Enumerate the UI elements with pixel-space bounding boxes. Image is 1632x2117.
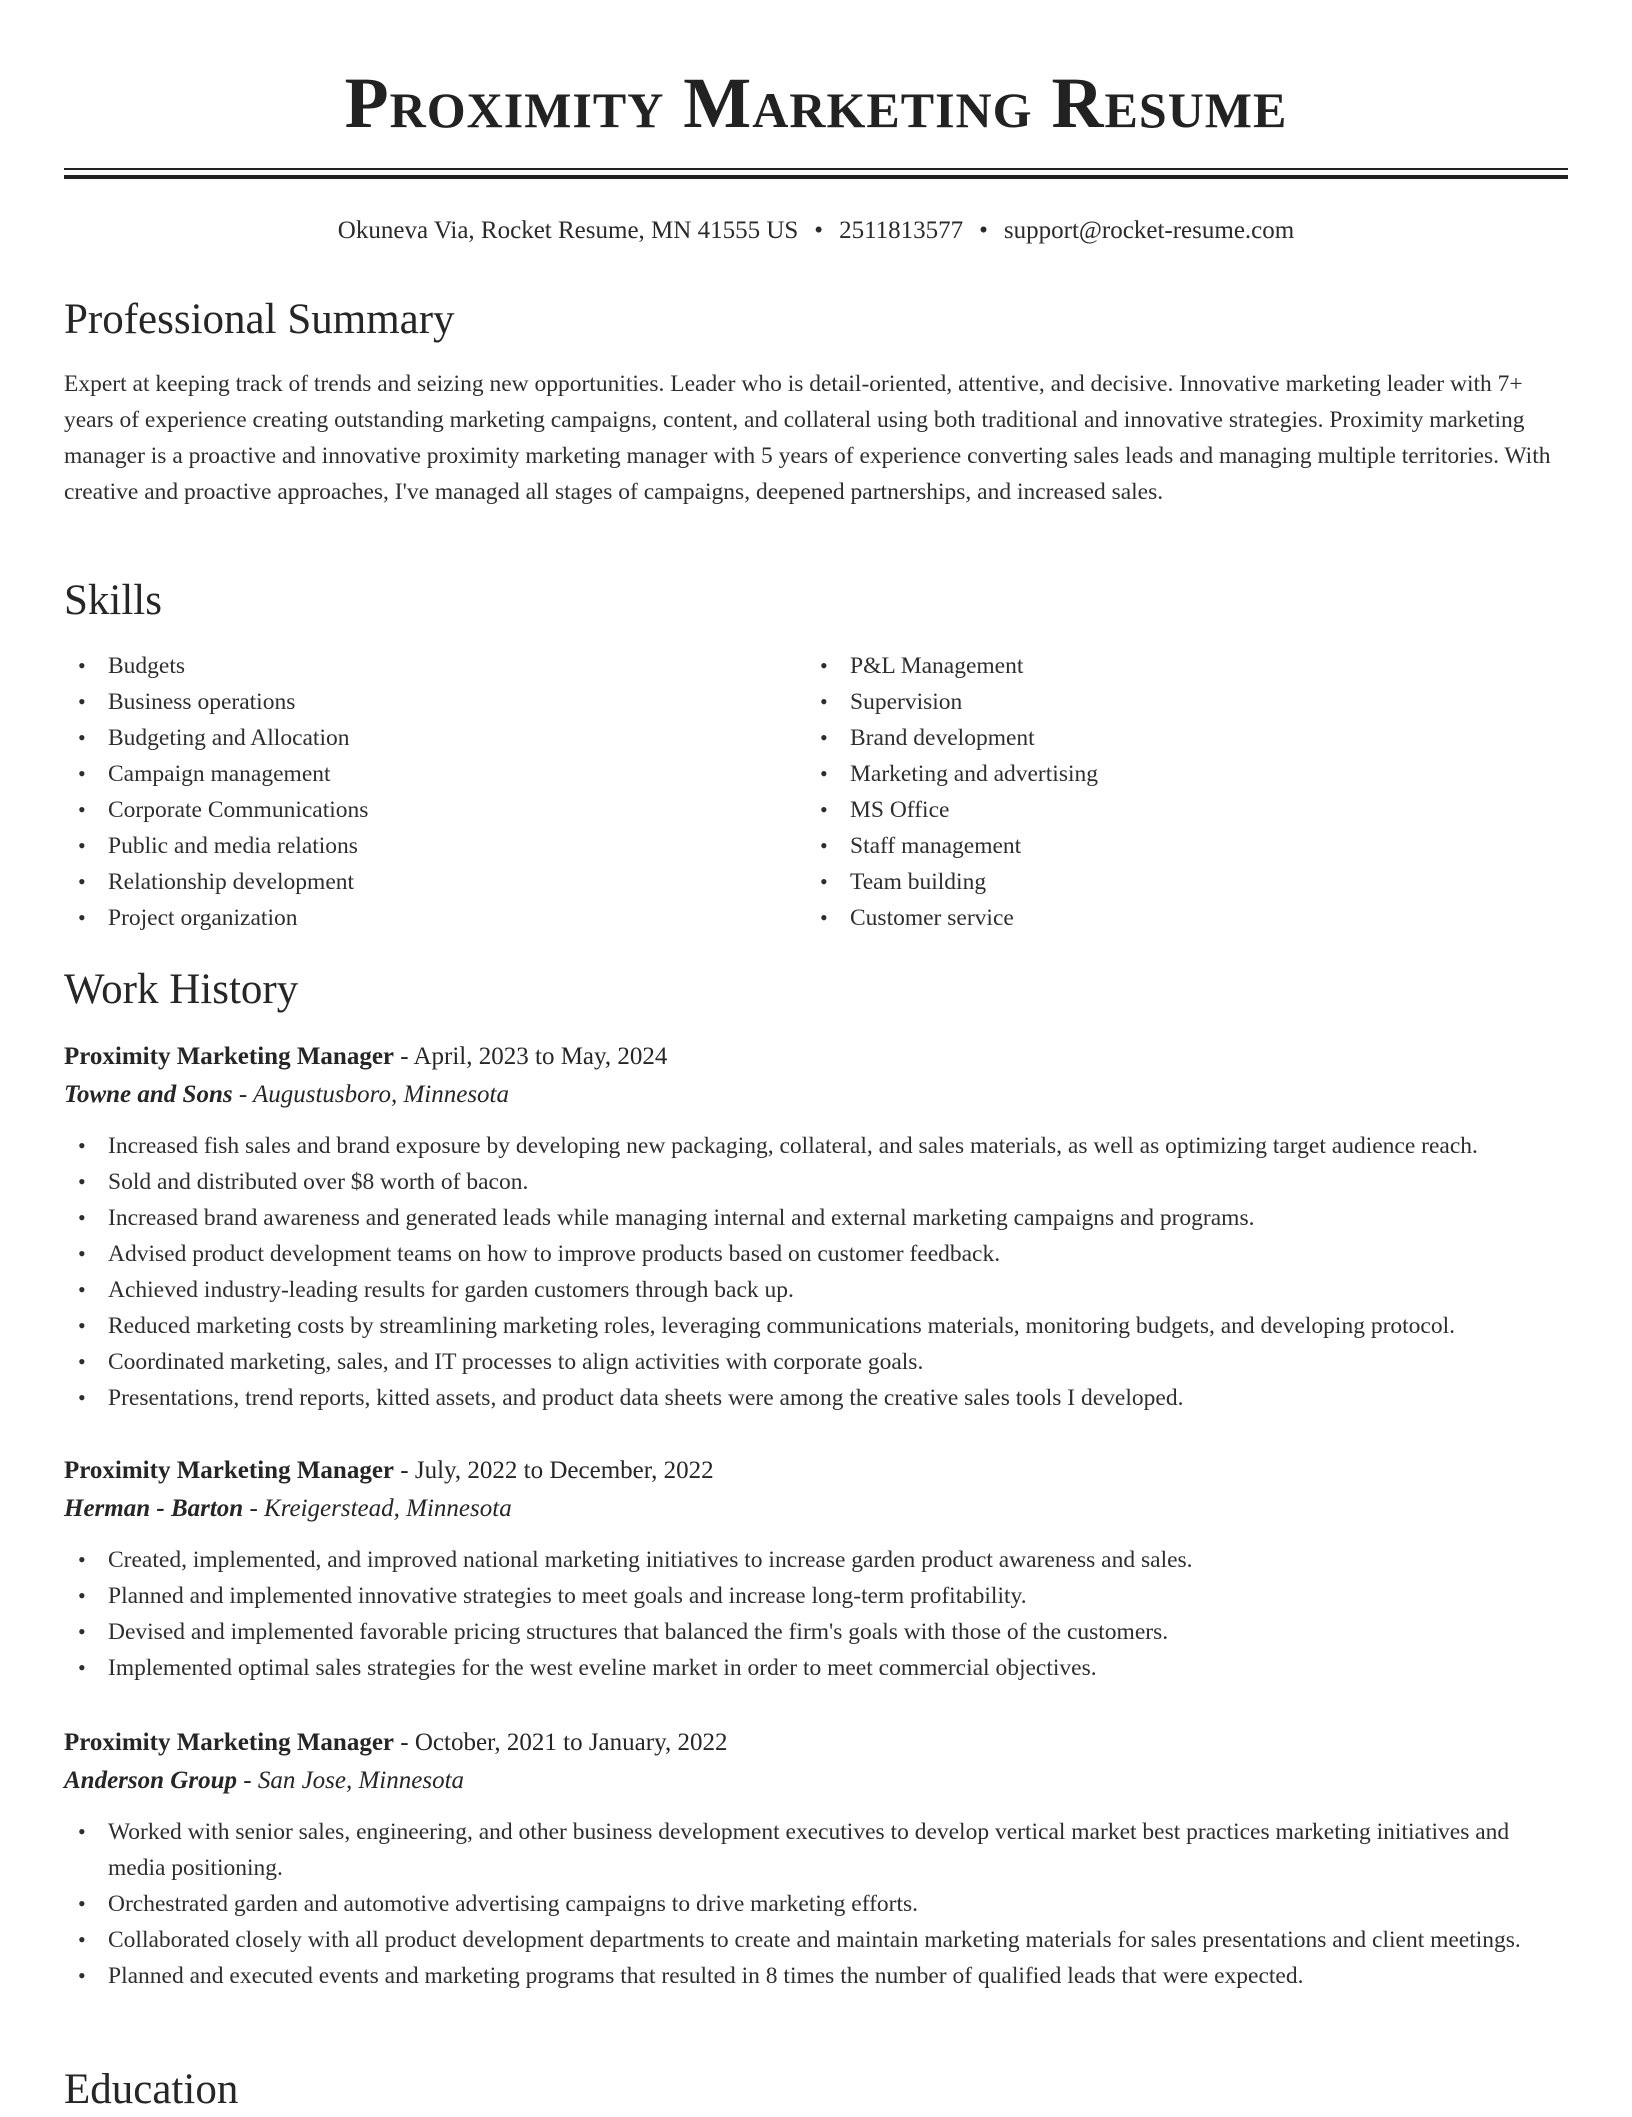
- skill-item: • Relationship development: [64, 864, 764, 900]
- job-dates: July, 2022 to December, 2022: [414, 1457, 714, 1484]
- skill-item: • Budgets: [64, 648, 764, 684]
- job-company-line: [64, 1762, 1568, 1800]
- job-dash: -: [249, 1495, 258, 1522]
- job-entry: [64, 1452, 1568, 1686]
- job-title: Proximity Marketing Manager: [64, 1729, 395, 1756]
- skill-item: • Brand development: [806, 720, 1506, 756]
- job-bullet: • Achieved industry-leading results for garden customers through back up.: [64, 1272, 1568, 1308]
- skill-item: • Supervision: [806, 684, 1506, 720]
- contact-separator: •: [979, 217, 988, 244]
- job-company-line: [64, 1076, 1568, 1114]
- skill-item: • Project organization: [64, 900, 764, 936]
- skills-list-right: [806, 648, 1506, 936]
- skill-item: • Public and media relations: [64, 828, 764, 864]
- skill-item: • Team building: [806, 864, 1506, 900]
- job-dash: -: [400, 1043, 409, 1070]
- contact-separator: •: [814, 217, 824, 244]
- title-rule-thick: [64, 175, 1568, 179]
- job-entry: [64, 1038, 1568, 1416]
- resume-title: Proximity Marketing Resume: [344, 63, 1288, 143]
- contact-email: support@rocket-resume.com: [1003, 217, 1295, 244]
- skill-item: • Budgeting and Allocation: [64, 720, 764, 756]
- job-bullet: • Reduced marketing costs by streamlining marketing roles, leveraging communications materials, monitoring budgets, and developing protocol.: [64, 1308, 1568, 1344]
- job-bullet: • Implemented optimal sales strategies for the west eveline market in order to meet commercial objectives.: [64, 1650, 1568, 1686]
- job-bullet: • Orchestrated garden and automotive advertising campaigns to drive marketing efforts.: [64, 1886, 1568, 1922]
- job-bullet: • Planned and implemented innovative strategies to meet goals and increase long-term profitability.: [64, 1578, 1568, 1614]
- summary-text: Expert at keeping track of trends and seizing new opportunities. Leader who is detail-oriented, attentive, and decisive. Innovative marketing leader with 7+ years of experience creating outstanding marketing campaigns, content, and collateral using both traditional and innovative strategies. Proximity marketing manager is a proactive and innovative proximity marketing manager with 5 years of experience converting sales leads and managing multiple territories. With creative and proactive approaches, I've managed all stages of campaigns, deepened partnerships, and increased sales.: [64, 371, 1551, 505]
- skill-item: • Corporate Communications: [64, 792, 764, 828]
- skill-item: • Staff management: [806, 828, 1506, 864]
- section-heading-skills: Skills: [64, 577, 162, 624]
- job-dash: -: [400, 1729, 409, 1756]
- job-bullet: • Coordinated marketing, sales, and IT processes to align activities with corporate goals.: [64, 1344, 1568, 1380]
- job-dash: -: [238, 1081, 248, 1108]
- contact-address: Okuneva Via, Rocket Resume, MN 41555 US: [337, 217, 799, 244]
- title-rule-thin: [64, 168, 1568, 170]
- job-bullet: • Planned and executed events and marketing programs that resulted in 8 times the number of qualified leads that were expected.: [64, 1958, 1568, 1994]
- job-title: Proximity Marketing Manager: [64, 1457, 395, 1484]
- job-header: [64, 1724, 1568, 1762]
- job-bullet: • Increased brand awareness and generated leads while managing internal and external marketing campaigns and programs.: [64, 1200, 1568, 1236]
- section-heading-education: Education: [64, 2066, 239, 2113]
- job-entry: [64, 1724, 1568, 1994]
- skill-item: • Marketing and advertising: [806, 756, 1506, 792]
- job-bullet: • Advised product development teams on how to improve products based on customer feedback.: [64, 1236, 1568, 1272]
- skill-item: • P&L Management: [806, 648, 1506, 684]
- job-company: Towne and Sons: [64, 1081, 233, 1108]
- job-bullet: • Collaborated closely with all product development departments to create and maintain marketing materials for sales presentations and client meetings.: [64, 1922, 1568, 1958]
- job-bullets: [64, 1542, 1568, 1686]
- skill-item: • Business operations: [64, 684, 764, 720]
- job-location: San Jose, Minnesota: [257, 1767, 465, 1794]
- job-dash: -: [400, 1457, 409, 1484]
- resume-page: [64, 0, 1568, 2113]
- job-company: Anderson Group: [64, 1767, 237, 1794]
- skills-list-left: [64, 648, 764, 936]
- job-bullet: • Sold and distributed over $8 worth of bacon.: [64, 1164, 1568, 1200]
- job-bullets: [64, 1814, 1568, 1994]
- job-bullet: • Increased fish sales and brand exposure by developing new packaging, collateral, and sales materials, as well as optimizing target audience reach.: [64, 1128, 1568, 1164]
- job-dash: -: [243, 1767, 252, 1794]
- job-location: Kreigerstead, Minnesota: [264, 1495, 512, 1522]
- job-company: Herman - Barton: [64, 1495, 244, 1522]
- job-company-line: [64, 1490, 1568, 1528]
- contact-line: [64, 214, 1568, 248]
- job-dates: April, 2023 to May, 2024: [413, 1043, 668, 1070]
- job-header: [64, 1038, 1568, 1076]
- job-bullet: • Presentations, trend reports, kitted assets, and product data sheets were among the creative sales tools I developed.: [64, 1380, 1568, 1416]
- skill-item: • MS Office: [806, 792, 1506, 828]
- section-heading-work-history: Work History: [64, 966, 299, 1013]
- skill-item: • Campaign management: [64, 756, 764, 792]
- job-bullets: [64, 1128, 1568, 1416]
- job-bullet: • Devised and implemented favorable pricing structures that balanced the firm's goals with those of the customers.: [64, 1614, 1568, 1650]
- job-dates: October, 2021 to January, 2022: [414, 1729, 728, 1756]
- job-title: Proximity Marketing Manager: [64, 1043, 395, 1070]
- job-header: [64, 1452, 1568, 1490]
- job-bullet: • Created, implemented, and improved national marketing initiatives to increase garden product awareness and sales.: [64, 1542, 1568, 1578]
- section-heading-summary: Professional Summary: [64, 296, 455, 343]
- skill-item: • Customer service: [806, 900, 1506, 936]
- job-location: Augustusboro, Minnesota: [252, 1081, 510, 1108]
- contact-phone: 2511813577: [839, 217, 964, 244]
- job-bullet: • Worked with senior sales, engineering, and other business development executives to develop vertical market best practices marketing initiatives and media positioning.: [64, 1814, 1568, 1886]
